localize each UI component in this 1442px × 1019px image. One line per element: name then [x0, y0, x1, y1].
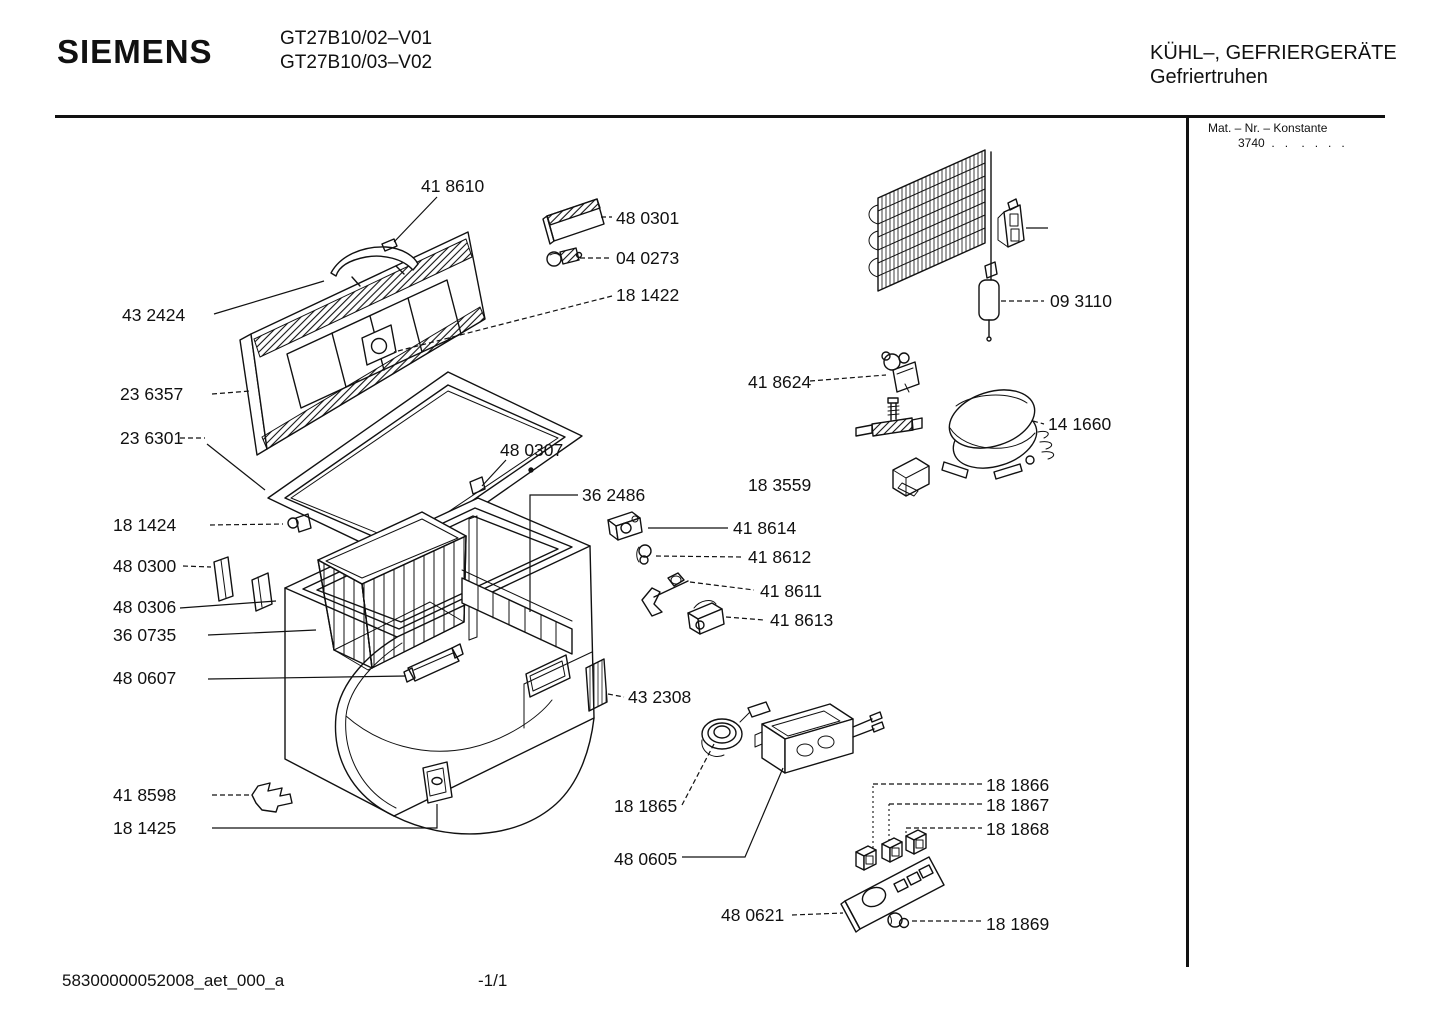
part-label-48-0605: 48 0605	[614, 849, 678, 869]
part-label-18-3559: 18 3559	[748, 475, 812, 495]
indicator-lamp-1	[856, 846, 876, 870]
part-label-18-1425: 18 1425	[113, 818, 177, 838]
base-flap	[423, 762, 452, 803]
lock-cylinder-41-8611	[642, 573, 688, 616]
page-indicator: -1/1	[478, 971, 508, 990]
mat-nr-label: Mat. – Nr. – Konstante	[1208, 121, 1328, 135]
indicator-lamp-3	[906, 830, 926, 854]
freezer-basket	[318, 512, 466, 670]
part-label-09-3110: 09 3110	[1050, 291, 1112, 311]
part-label-48-0300: 48 0300	[113, 556, 177, 576]
bulb	[547, 248, 582, 266]
terminal-cover	[893, 458, 929, 496]
part-label-41-8624: 41 8624	[748, 372, 812, 392]
brand-logo: SIEMENS	[57, 33, 213, 70]
part-label-41-8610: 41 8610	[421, 176, 485, 196]
thermostat-knob	[888, 913, 909, 928]
part-label-04-0273: 04 0273	[616, 248, 680, 268]
hinge-cover	[214, 557, 233, 601]
base-clip	[252, 783, 292, 812]
grommet-41-8612	[637, 545, 651, 564]
starter-relay	[882, 352, 919, 392]
part-label-14-1660: 14 1660	[1048, 414, 1112, 434]
part-label-43-2308: 43 2308	[628, 687, 692, 707]
part-label-41-8613: 41 8613	[770, 610, 834, 630]
part-label-43-2424: 43 2424	[122, 305, 186, 325]
part-label-18-1867: 18 1867	[986, 795, 1050, 815]
part-label-41-8614: 41 8614	[733, 518, 797, 538]
hinge-bracket-left	[252, 573, 272, 611]
part-label-48-0301: 48 0301	[616, 208, 680, 228]
part-label-18-1422: 18 1422	[616, 285, 680, 305]
part-labels	[113, 176, 1112, 934]
model-line-1: GT27B10/02–V01	[280, 28, 433, 49]
lamp-cover	[543, 199, 604, 244]
lid-assembly	[240, 232, 485, 455]
mounting-bracket	[998, 199, 1024, 247]
part-label-41-8611: 41 8611	[760, 581, 822, 601]
part-label-18-1866: 18 1866	[986, 775, 1050, 795]
part-label-48-0307: 48 0307	[500, 440, 564, 460]
basket-rail	[404, 644, 463, 682]
part-label-36-2486: 36 2486	[582, 485, 646, 505]
mat-nr-value: 3740 . . . . . .	[1238, 136, 1345, 150]
compressor	[942, 380, 1054, 479]
part-label-48-0621: 48 0621	[721, 905, 785, 925]
category-title: KÜHL–, GEFRIERGERÄTE	[1150, 42, 1397, 64]
part-label-23-6301: 23 6301	[120, 428, 184, 448]
document-id: 58300000052008_aet_000_a	[62, 971, 285, 990]
shutoff-valve	[856, 398, 922, 436]
part-label-18-1869: 18 1869	[986, 914, 1050, 934]
rim-dot	[529, 468, 533, 472]
thermostat-housing	[755, 704, 884, 773]
indicator-lamp-2	[882, 838, 902, 862]
part-label-18-1868: 18 1868	[986, 819, 1050, 839]
part-label-41-8598: 41 8598	[113, 785, 177, 805]
interior-floor-edge	[346, 700, 552, 751]
lock-housing-41-8613	[688, 601, 724, 634]
part-label-18-1865: 18 1865	[614, 796, 678, 816]
vent-grille	[586, 659, 607, 711]
vent-opening	[526, 655, 570, 697]
model-line-2: GT27B10/03–V02	[280, 52, 433, 73]
hinge-part-41-8614	[608, 512, 642, 540]
part-label-41-8612: 41 8612	[748, 547, 812, 567]
condenser-coil	[869, 150, 991, 291]
drier-filter	[979, 262, 999, 341]
part-label-23-6357: 23 6357	[120, 384, 184, 404]
category-subtitle: Gefriertruhen	[1150, 66, 1268, 88]
part-label-48-0607: 48 0607	[113, 668, 177, 688]
part-label-48-0306: 48 0306	[113, 597, 177, 617]
part-label-18-1424: 18 1424	[113, 515, 177, 535]
part-label-36-0735: 36 0735	[113, 625, 177, 645]
